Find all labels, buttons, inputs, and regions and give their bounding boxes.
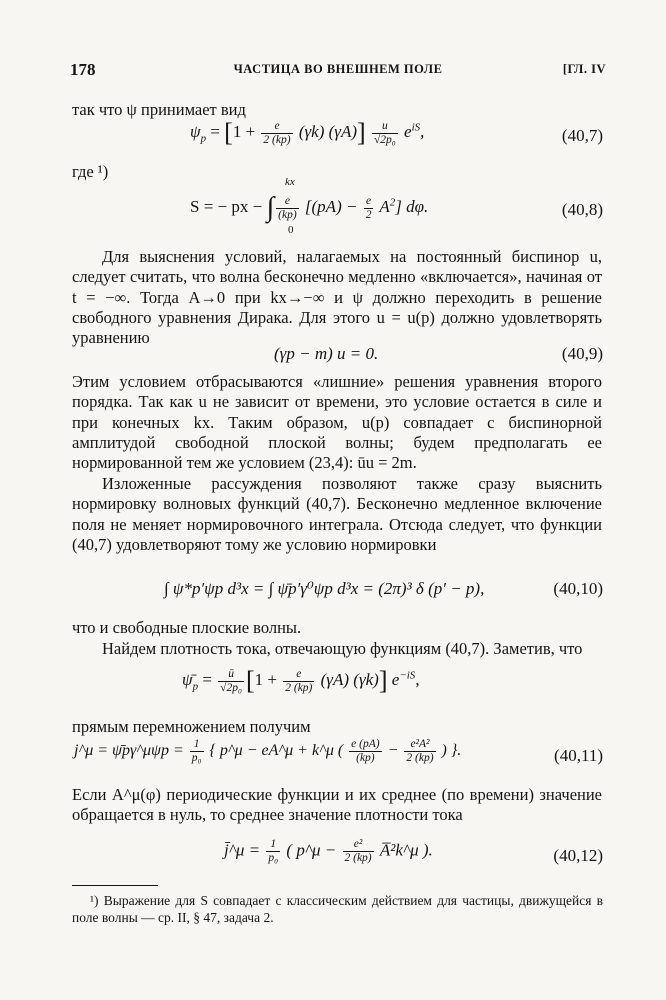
fraction: $\frac{1}{\text{p₀}}$ — [191, 738, 202, 764]
paragraph-second-order: Этим условием отбрасываются «лишние» решения уравнения второго порядка. Так как u не зависит от времени, это условие остается в силе и при конечных kx. Таким образом, u(p) совпадает с биспинорной амплитудой свободной плоской волны; будем предполагать ее нормированной тем же условием (23,4): ūu = 2m. — [72, 372, 602, 473]
equation-number: (40,9) — [561, 344, 603, 363]
fraction: $\frac{\text{e²}}{2 (kp)}$ — [344, 838, 372, 864]
paragraph-periodic: Если A^μ(φ) периодические функции и их среднее (по времени) значение обращается в нуль, то среднее значение плотности тока — [72, 785, 602, 825]
label-where: где ¹) — [72, 162, 109, 181]
equation-40-10-body: ∫ ψ*p′ψp d³x = ∫ ψ̄p′γ⁰ψp d³x = (2π)³ δ (p′ − p), — [164, 579, 485, 598]
equation-number: (40,11) — [554, 746, 603, 765]
equation-40-11 — [72, 738, 603, 778]
equation-number: (40,7) — [561, 126, 603, 145]
equation-40-10 — [72, 575, 603, 607]
fraction: $\frac{ū}{\text{√2p₀}}$ — [220, 667, 242, 694]
chapter-label: [ГЛ. IV — [562, 62, 606, 76]
equation-psi-bar — [72, 666, 603, 706]
paragraph-current-density: Найдем плотность тока, отвечающую функциям (40,7). Заметив, что — [102, 639, 583, 658]
equation-40-8-body: S = − px − ∫ $\frac{e}{(kp)}$ [(pA) − $\frac{e}{2}$ $A^2$] dφ. — [190, 192, 429, 223]
equation-number: (40,12) — [553, 846, 603, 865]
equation-40-7-body: $\psi_p = [1$ + $\frac{e}{2 (kp)}$ (γk) (γA)] $\frac{u}{\text{√2p₀}}$ $e^{iS}$, — [190, 118, 425, 147]
equation-40-12 — [72, 838, 603, 878]
equation-40-9-body: (γp − m) u = 0. — [274, 344, 379, 363]
equation-40-8 — [72, 178, 603, 236]
footnote-rule — [72, 885, 158, 886]
paragraph-normalization: Изложенные рассуждения позволяют также сразу выяснить нормировку волновых функций (40,7). Бесконечно медленное включение поля не меняет нормировочного интеграла. Отсюда следует, что функции (40,7) удовлетворяют тому же условию нормировки — [72, 474, 602, 554]
fraction: $\frac{e (pA)}{(kp)}$ — [351, 738, 380, 764]
fraction: $\frac{e}{2 (kp)}$ — [263, 119, 291, 146]
paragraph-multiplication: прямым перемножением получим — [72, 717, 311, 736]
fraction: $\frac{1}{\text{p₀}}$ — [268, 838, 279, 864]
fraction: $\frac{e}{2 (kp)}$ — [285, 667, 313, 694]
equation-40-9 — [72, 344, 603, 368]
running-title: ЧАСТИЦА ВО ВНЕШНЕМ ПОЛЕ — [233, 62, 443, 76]
page-number: 178 — [70, 60, 96, 79]
fraction: $\frac{u}{\text{√2p₀}}$ — [373, 119, 396, 146]
equation-psi-bar-body: $\psī_p$ = $\frac{ū}{\text{√2p₀}}$ [1 + $\frac{e}{2 (kp)}$ (γA) (γk)] $e^{-iS}$, — [182, 666, 420, 695]
equation-40-7 — [72, 118, 603, 158]
equation-number: (40,8) — [561, 200, 603, 219]
fraction: $\frac{\text{e²A²}}{2 (kp)}$ — [406, 738, 434, 764]
footnote: ¹) Выражение для S совпадает с классическим действием для частицы, движущейся в поле волны — ср. II, § 47, задача 2. — [72, 893, 603, 925]
fraction: $\frac{e}{(kp)}$ — [278, 194, 297, 221]
paragraph-conditions: Для выяснения условий, налагаемых на постоянный биспинор u, следует считать, что волна бесконечно медленно «включается», начиная от t = −∞. Тогда A→0 при kx→−∞ и ψ должно переходить в решение свободного уравнения Дирака. Для этого u = u(p) должно удовлетворять уравнению — [72, 247, 602, 348]
equation-number: (40,10) — [553, 579, 603, 598]
integral-upper-limit: kx — [285, 176, 295, 188]
equation-40-12-body: j̄^μ = $\frac{1}{\text{p₀}}$ ( p^μ − $\frac{\text{e²}}{2 (kp)}$ A̅²k^μ ). — [224, 838, 433, 864]
paragraph-intro: так что ψ принимает вид — [72, 100, 246, 119]
integral-lower-limit: 0 — [288, 224, 294, 236]
equation-40-11-body: j^μ = ψ̄pγ^μψp = $\frac{1}{\text{p₀}}$ { p^μ − eA^μ + k^μ ( $\frac{e (pA)}{(kp)}$ − $\frac{\text{e²A²}}{2 (kp)}$ ) }. — [74, 738, 462, 764]
paragraph-free-waves: что и свободные плоские волны. — [72, 618, 302, 637]
page-header — [70, 60, 606, 84]
integral-sign: ∫ — [266, 192, 275, 223]
fraction: $\frac{e}{2}$ — [365, 194, 372, 221]
